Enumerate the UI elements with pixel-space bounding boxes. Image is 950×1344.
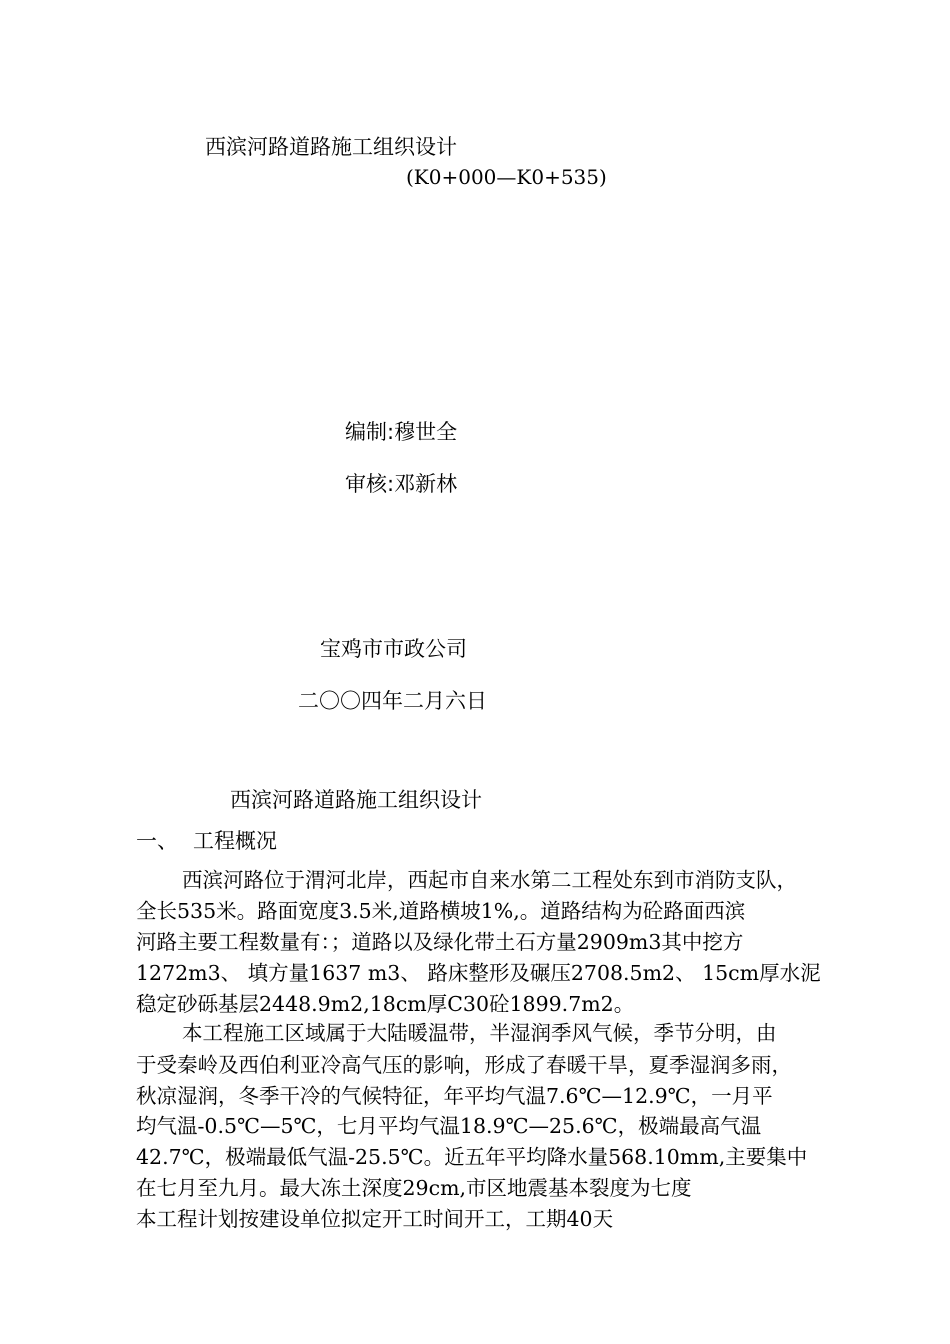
paragraph-1-line: 稳定砂砾基层2448.9m2,18cm厚C30砼1899.7m2。: [136, 992, 635, 1016]
cover-company: 宝鸡市市政公司: [320, 637, 467, 661]
paragraph-2-line: 秋凉湿润，冬季干冷的气候特征，年平均气温7.6℃—12.9℃，一月平: [136, 1084, 773, 1108]
cover-date: 二〇〇四年二月六日: [298, 689, 487, 713]
section-number: 一、: [136, 829, 178, 853]
paragraph-2-line: 本工程施工区域属于大陆暖温带，半湿润季风气候，季节分明，由: [182, 1021, 777, 1045]
paragraph-1-line: 西滨河路位于渭河北岸，西起市自来水第二工程处东到市消防支队，: [182, 868, 797, 892]
cover-station-range: (K0+000—K0+535): [406, 165, 607, 189]
body-title: 西滨河路道路施工组织设计: [230, 788, 482, 812]
paragraph-1-line: 全长535米。路面宽度3.5米,道路横坡1%,。道路结构为砼路面西滨: [136, 899, 746, 923]
paragraph-2-line: 42.7℃，极端最低气温-25.5℃。近五年平均降水量568.10mm,主要集中: [136, 1145, 808, 1169]
section-title: 工程概况: [193, 829, 277, 853]
cover-reviewer: 审核:邓新林: [345, 472, 458, 496]
cover-title: 西滨河路道路施工组织设计: [205, 135, 457, 159]
cover-compiler: 编制:穆世全: [345, 420, 458, 444]
paragraph-3: 本工程计划按建设单位拟定开工时间开工，工期40天: [136, 1207, 614, 1231]
paragraph-2-line: 在七月至九月。最大冻土深度29cm,市区地震基本裂度为七度: [136, 1176, 692, 1200]
paragraph-1-line: 河路主要工程数量有：；道路以及绿化带土石方量2909m3其中挖方: [136, 930, 744, 954]
paragraph-2-line: 于受秦岭及西伯利亚冷高气压的影响，形成了春暖干旱，夏季湿润多雨，: [136, 1053, 792, 1077]
paragraph-2-line: 均气温-0.5℃—5℃，七月平均气温18.9℃—25.6℃，极端最高气温: [136, 1114, 762, 1138]
paragraph-1-line: 1272m3、 填方量1637 m3、 路床整形及碾压2708.5m2、 15cm厚水泥: [136, 961, 821, 985]
